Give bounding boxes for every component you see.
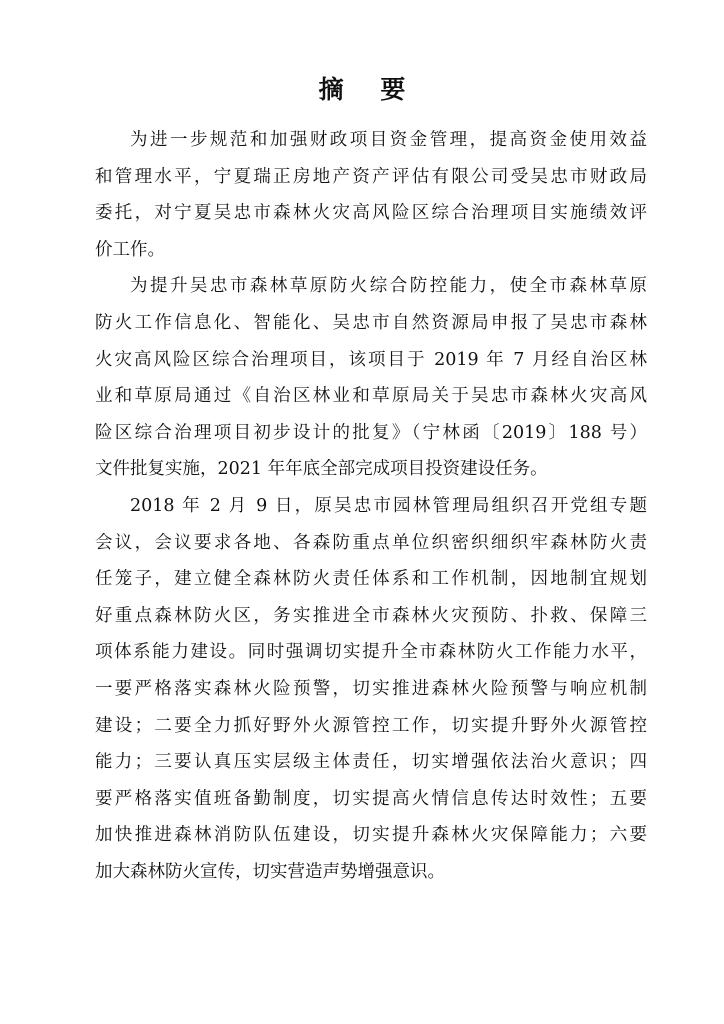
text-line: 价工作。 xyxy=(95,239,165,260)
text-line: 和管理水平，宁夏瑞正房地产资产评估有限公司受吴忠市财政局 xyxy=(95,166,647,187)
text-line: 能力；三要认真压实层级主体责任，切实增强依法治火意识；四 xyxy=(95,752,647,773)
text-line: 火灾高风险区综合治理项目，该项目于 2019 年 7 月经自治区林 xyxy=(95,349,647,370)
text-line: 业和草原局通过《自治区林业和草原局关于吴忠市森林火灾高风 xyxy=(95,386,647,407)
text-line: 会议，会议要求各地、各森防重点单位织密织细织牢森林防火责 xyxy=(95,532,647,553)
text-line: 项体系能力建设。同时强调切实提升全市森林防火工作能力水平， xyxy=(95,642,647,663)
text-line: 委托，对宁夏吴忠市森林火灾高风险区综合治理项目实施绩效评 xyxy=(95,203,647,224)
paragraph-2 xyxy=(95,268,647,488)
text-line: 文件批复实施，2021 年年底全部完成项目投资建设任务。 xyxy=(95,459,548,480)
text-line: 一要严格落实森林火险预警，切实推进森林火险预警与响应机制 xyxy=(95,678,647,699)
document-body xyxy=(95,122,647,890)
text-line: 要严格落实值班备勤制度，切实提高火情信息传达时效性；五要 xyxy=(95,788,647,809)
text-line: 防火工作信息化、智能化、吴忠市自然资源局申报了吴忠市森林 xyxy=(95,312,647,333)
text-line: 好重点森林防火区，务实推进全市森林火灾预防、扑救、保障三 xyxy=(95,605,647,626)
paragraph-1 xyxy=(95,122,647,268)
text-line: 为提升吴忠市森林草原防火综合防控能力，使全市森林草原 xyxy=(130,276,647,297)
text-line: 建设；二要全力抓好野外火源管控工作，切实提升野外火源管控 xyxy=(95,715,647,736)
text-line: 加快推进森林消防队伍建设，切实提升森林火灾保障能力；六要 xyxy=(95,825,647,846)
text-line: 2018 年 2 月 9 日，原吴忠市园林管理局组织召开党组专题 xyxy=(130,495,647,516)
text-line: 险区综合治理项目初步设计的批复》（宁林函〔2019〕188 号） xyxy=(95,422,647,443)
page-title: 摘 要 xyxy=(318,75,420,104)
text-line: 为进一步规范和加强财政项目资金管理，提高资金使用效益 xyxy=(130,130,647,150)
paragraph-3 xyxy=(95,488,647,891)
text-line: 任笼子，建立健全森林防火责任体系和工作机制，因地制宜规划 xyxy=(95,569,647,590)
text-line: 加大森林防火宣传，切实营造声势增强意识。 xyxy=(95,861,445,882)
